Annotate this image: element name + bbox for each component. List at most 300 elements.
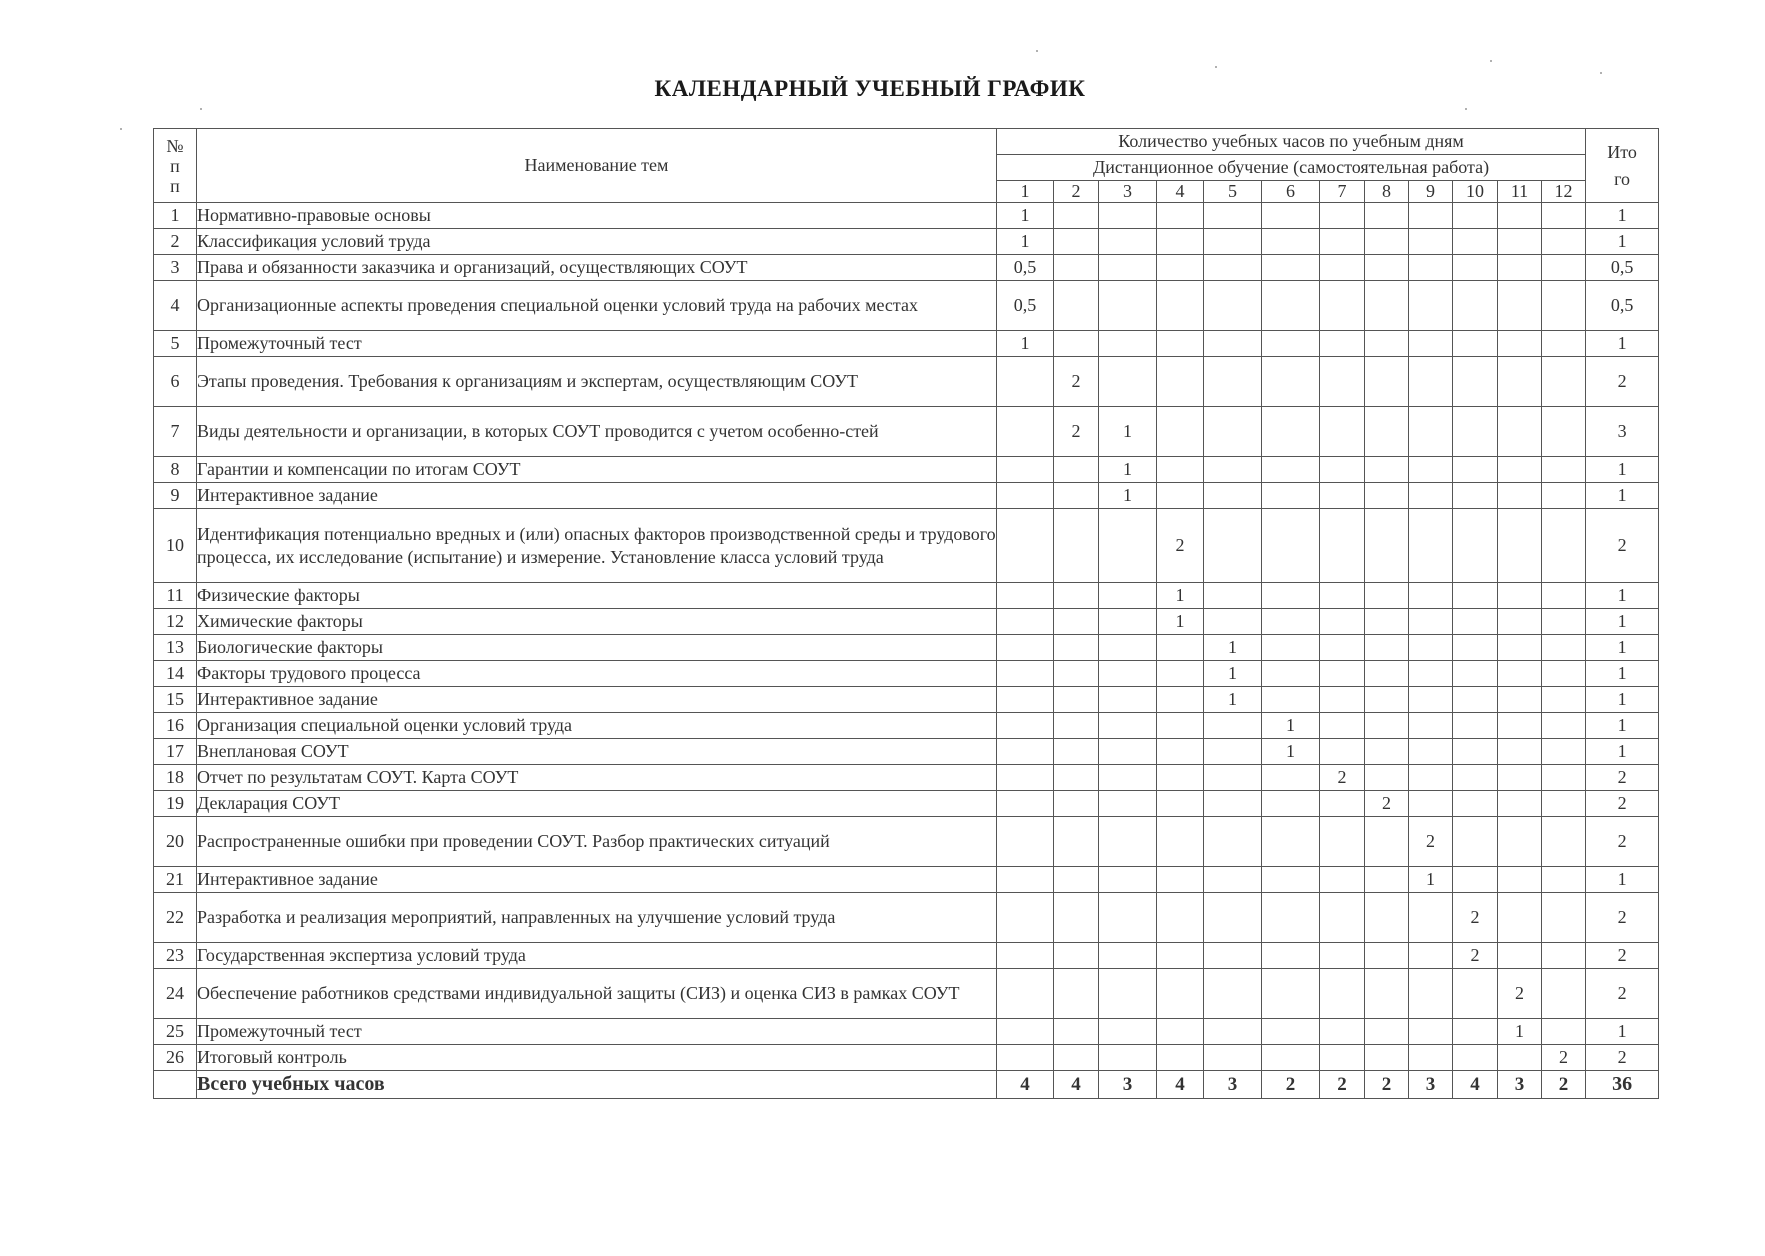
day-header-7: 7 xyxy=(1320,181,1365,203)
hours-cell-day-11 xyxy=(1498,407,1542,457)
hours-cell-day-3 xyxy=(1099,509,1157,583)
topic-name: Гарантии и компенсации по итогам СОУТ xyxy=(197,457,997,483)
hours-cell-day-1 xyxy=(997,969,1054,1019)
row-total: 0,5 xyxy=(1586,281,1659,331)
row-number: 8 xyxy=(154,457,197,483)
topic-name: Распространенные ошибки при проведении СОУТ. Разбор практических ситуаций xyxy=(197,817,997,867)
topic-name: Виды деятельности и организации, в которых СОУТ проводится с учетом особенно-стей xyxy=(197,407,997,457)
row-total: 2 xyxy=(1586,509,1659,583)
hours-cell-day-5 xyxy=(1204,609,1262,635)
hours-cell-day-3 xyxy=(1099,357,1157,407)
hours-cell-day-1 xyxy=(997,357,1054,407)
hours-cell-day-6 xyxy=(1262,687,1320,713)
row-total: 0,5 xyxy=(1586,255,1659,281)
table-row xyxy=(154,509,1659,583)
hours-cell-day-8 xyxy=(1365,583,1409,609)
hours-cell-day-6 xyxy=(1262,483,1320,509)
hours-cell-day-7 xyxy=(1320,229,1365,255)
table-row xyxy=(154,357,1659,407)
hours-cell-day-6 xyxy=(1262,867,1320,893)
hours-cell-day-4 xyxy=(1157,1019,1204,1045)
day-header-2: 2 xyxy=(1054,181,1099,203)
hours-cell-day-1: 1 xyxy=(997,203,1054,229)
hours-cell-day-9: 2 xyxy=(1409,817,1453,867)
row-number: 15 xyxy=(154,687,197,713)
hours-cell-day-7 xyxy=(1320,457,1365,483)
hours-cell-day-3 xyxy=(1099,583,1157,609)
hours-cell-day-8 xyxy=(1365,635,1409,661)
row-total: 1 xyxy=(1586,609,1659,635)
hours-cell-day-9 xyxy=(1409,483,1453,509)
hours-cell-day-9 xyxy=(1409,255,1453,281)
row-number: 11 xyxy=(154,583,197,609)
hours-cell-day-5 xyxy=(1204,281,1262,331)
row-number: 9 xyxy=(154,483,197,509)
hours-cell-day-7 xyxy=(1320,943,1365,969)
hours-cell-day-11 xyxy=(1498,457,1542,483)
hours-cell-day-12 xyxy=(1542,255,1586,281)
row-number: 6 xyxy=(154,357,197,407)
hours-cell-day-9 xyxy=(1409,281,1453,331)
row-total: 1 xyxy=(1586,739,1659,765)
total-column-header: Ито го xyxy=(1586,129,1659,203)
hours-cell-day-4 xyxy=(1157,765,1204,791)
hours-cell-day-8 xyxy=(1365,407,1409,457)
row-number: 2 xyxy=(154,229,197,255)
hours-cell-day-5 xyxy=(1204,1045,1262,1071)
hours-cell-day-5 xyxy=(1204,713,1262,739)
row-total: 1 xyxy=(1586,635,1659,661)
row-total: 1 xyxy=(1586,687,1659,713)
table-row xyxy=(154,1019,1659,1045)
topic-name: Промежуточный тест xyxy=(197,1019,997,1045)
hours-cell-day-11 xyxy=(1498,713,1542,739)
hours-cell-day-4 xyxy=(1157,635,1204,661)
hours-cell-day-1 xyxy=(997,509,1054,583)
hours-cell-day-7 xyxy=(1320,255,1365,281)
hours-cell-day-1: 0,5 xyxy=(997,255,1054,281)
hours-cell-day-6 xyxy=(1262,635,1320,661)
hours-cell-day-5 xyxy=(1204,893,1262,943)
summary-cell-day-6: 2 xyxy=(1262,1071,1320,1099)
hours-cell-day-3 xyxy=(1099,943,1157,969)
hours-cell-day-11 xyxy=(1498,1045,1542,1071)
hours-cell-day-11 xyxy=(1498,943,1542,969)
hours-cell-day-3 xyxy=(1099,687,1157,713)
table-row xyxy=(154,893,1659,943)
topic-name: Химические факторы xyxy=(197,609,997,635)
hours-cell-day-9 xyxy=(1409,713,1453,739)
summary-cell-day-4: 4 xyxy=(1157,1071,1204,1099)
hours-cell-day-1 xyxy=(997,635,1054,661)
hours-cell-day-12 xyxy=(1542,203,1586,229)
row-total: 2 xyxy=(1586,791,1659,817)
table-row xyxy=(154,661,1659,687)
table-row xyxy=(154,203,1659,229)
hours-cell-day-7 xyxy=(1320,635,1365,661)
hours-cell-day-1 xyxy=(997,609,1054,635)
table-row xyxy=(154,817,1659,867)
row-total: 2 xyxy=(1586,893,1659,943)
hours-cell-day-12 xyxy=(1542,357,1586,407)
row-number: 20 xyxy=(154,817,197,867)
day-header-9: 9 xyxy=(1409,181,1453,203)
hours-cell-day-3: 1 xyxy=(1099,457,1157,483)
hours-cell-day-6 xyxy=(1262,407,1320,457)
scan-speck xyxy=(1600,72,1602,74)
hours-cell-day-8 xyxy=(1365,357,1409,407)
hours-cell-day-1 xyxy=(997,765,1054,791)
hours-cell-day-4 xyxy=(1157,357,1204,407)
hours-cell-day-10 xyxy=(1453,867,1498,893)
day-header-10: 10 xyxy=(1453,181,1498,203)
hours-cell-day-5 xyxy=(1204,229,1262,255)
hours-cell-day-3 xyxy=(1099,609,1157,635)
hours-cell-day-12 xyxy=(1542,1019,1586,1045)
hours-cell-day-12 xyxy=(1542,713,1586,739)
hours-cell-day-10 xyxy=(1453,1045,1498,1071)
hours-cell-day-7 xyxy=(1320,791,1365,817)
hours-cell-day-10 xyxy=(1453,331,1498,357)
summary-cell-day-12: 2 xyxy=(1542,1071,1586,1099)
row-total: 1 xyxy=(1586,1019,1659,1045)
hours-cell-day-5 xyxy=(1204,765,1262,791)
hours-cell-day-12 xyxy=(1542,661,1586,687)
hours-cell-day-1 xyxy=(997,583,1054,609)
topic-name: Организационные аспекты проведения специальной оценки условий труда на рабочих местах xyxy=(197,281,997,331)
hours-cell-day-6 xyxy=(1262,969,1320,1019)
hours-cell-day-3 xyxy=(1099,791,1157,817)
hours-cell-day-8 xyxy=(1365,483,1409,509)
hours-cell-day-4 xyxy=(1157,407,1204,457)
hours-cell-day-10 xyxy=(1453,765,1498,791)
hours-cell-day-11 xyxy=(1498,687,1542,713)
table-row xyxy=(154,483,1659,509)
hours-cell-day-11 xyxy=(1498,255,1542,281)
row-number: 24 xyxy=(154,969,197,1019)
hours-cell-day-4 xyxy=(1157,281,1204,331)
hours-cell-day-9 xyxy=(1409,1019,1453,1045)
table-row xyxy=(154,867,1659,893)
hours-cell-day-9 xyxy=(1409,457,1453,483)
hours-cell-day-3 xyxy=(1099,281,1157,331)
hours-cell-day-8 xyxy=(1365,893,1409,943)
hours-cell-day-10: 2 xyxy=(1453,893,1498,943)
topic-name: Нормативно-правовые основы xyxy=(197,203,997,229)
hours-cell-day-12 xyxy=(1542,635,1586,661)
hours-cell-day-2 xyxy=(1054,867,1099,893)
hours-by-day-header: Количество учебных часов по учебным дням xyxy=(997,129,1586,155)
hours-cell-day-11 xyxy=(1498,739,1542,765)
hours-cell-day-11 xyxy=(1498,583,1542,609)
hours-cell-day-1 xyxy=(997,943,1054,969)
hours-cell-day-2 xyxy=(1054,255,1099,281)
hours-cell-day-5 xyxy=(1204,583,1262,609)
hours-cell-day-11 xyxy=(1498,281,1542,331)
hours-cell-day-6 xyxy=(1262,331,1320,357)
hours-cell-day-1 xyxy=(997,687,1054,713)
hours-cell-day-9: 1 xyxy=(1409,867,1453,893)
hours-cell-day-6 xyxy=(1262,791,1320,817)
hours-cell-day-7 xyxy=(1320,867,1365,893)
summary-label: Всего учебных часов xyxy=(197,1071,997,1099)
hours-cell-day-4: 1 xyxy=(1157,583,1204,609)
hours-cell-day-4 xyxy=(1157,1045,1204,1071)
hours-cell-day-7 xyxy=(1320,331,1365,357)
hours-cell-day-6 xyxy=(1262,255,1320,281)
hours-cell-day-9 xyxy=(1409,407,1453,457)
row-total: 1 xyxy=(1586,713,1659,739)
hours-cell-day-3 xyxy=(1099,1045,1157,1071)
row-total: 1 xyxy=(1586,229,1659,255)
topic-name: Этапы проведения. Требования к организациям и экспертам, осуществляющим СОУТ xyxy=(197,357,997,407)
hours-cell-day-4 xyxy=(1157,483,1204,509)
hours-cell-day-3: 1 xyxy=(1099,483,1157,509)
hours-cell-day-6 xyxy=(1262,457,1320,483)
hours-cell-day-9 xyxy=(1409,687,1453,713)
row-total: 2 xyxy=(1586,817,1659,867)
topic-name: Факторы трудового процесса xyxy=(197,661,997,687)
topic-name: Интерактивное задание xyxy=(197,687,997,713)
hours-cell-day-6 xyxy=(1262,893,1320,943)
scan-speck xyxy=(120,128,122,130)
hours-cell-day-8 xyxy=(1365,281,1409,331)
hours-cell-day-8 xyxy=(1365,229,1409,255)
hours-cell-day-6 xyxy=(1262,1045,1320,1071)
hours-cell-day-3 xyxy=(1099,1019,1157,1045)
hours-cell-day-11 xyxy=(1498,331,1542,357)
hours-cell-day-12 xyxy=(1542,457,1586,483)
hours-cell-day-1 xyxy=(997,661,1054,687)
hours-cell-day-6 xyxy=(1262,1019,1320,1045)
hours-cell-day-4: 1 xyxy=(1157,609,1204,635)
hours-cell-day-1 xyxy=(997,791,1054,817)
hours-cell-day-10 xyxy=(1453,817,1498,867)
hours-cell-day-2 xyxy=(1054,1045,1099,1071)
hours-cell-day-9 xyxy=(1409,661,1453,687)
hours-cell-day-1 xyxy=(997,1019,1054,1045)
row-total: 3 xyxy=(1586,407,1659,457)
hours-cell-day-8 xyxy=(1365,739,1409,765)
hours-cell-day-7 xyxy=(1320,817,1365,867)
topic-name: Отчет по результатам СОУТ. Карта СОУТ xyxy=(197,765,997,791)
hours-cell-day-4 xyxy=(1157,893,1204,943)
hours-cell-day-12 xyxy=(1542,609,1586,635)
hours-cell-day-8 xyxy=(1365,943,1409,969)
row-number: 10 xyxy=(154,509,197,583)
hours-cell-day-2 xyxy=(1054,457,1099,483)
hours-cell-day-4 xyxy=(1157,229,1204,255)
hours-cell-day-5: 1 xyxy=(1204,687,1262,713)
hours-cell-day-7 xyxy=(1320,661,1365,687)
row-total: 1 xyxy=(1586,867,1659,893)
table-row xyxy=(154,583,1659,609)
row-total: 2 xyxy=(1586,765,1659,791)
hours-cell-day-6 xyxy=(1262,609,1320,635)
row-total: 1 xyxy=(1586,457,1659,483)
hours-cell-day-2 xyxy=(1054,583,1099,609)
hours-cell-day-6 xyxy=(1262,509,1320,583)
summary-cell-day-5: 3 xyxy=(1204,1071,1262,1099)
scan-speck xyxy=(1215,66,1217,68)
hours-cell-day-2 xyxy=(1054,661,1099,687)
hours-cell-day-4 xyxy=(1157,457,1204,483)
scan-speck xyxy=(1465,108,1467,110)
topic-name: Биологические факторы xyxy=(197,635,997,661)
hours-cell-day-2: 2 xyxy=(1054,357,1099,407)
topic-name: Разработка и реализация мероприятий, направленных на улучшение условий труда xyxy=(197,893,997,943)
hours-cell-day-7 xyxy=(1320,583,1365,609)
table-row xyxy=(154,687,1659,713)
hours-cell-day-6 xyxy=(1262,229,1320,255)
topic-name: Итоговый контроль xyxy=(197,1045,997,1071)
hours-cell-day-2 xyxy=(1054,1019,1099,1045)
hours-cell-day-2 xyxy=(1054,331,1099,357)
hours-cell-day-11 xyxy=(1498,203,1542,229)
hours-cell-day-6 xyxy=(1262,765,1320,791)
hours-cell-day-7 xyxy=(1320,609,1365,635)
hours-cell-day-10 xyxy=(1453,509,1498,583)
hours-cell-day-12 xyxy=(1542,943,1586,969)
hours-cell-day-10 xyxy=(1453,583,1498,609)
table-row xyxy=(154,739,1659,765)
hours-cell-day-10 xyxy=(1453,407,1498,457)
hours-cell-day-11 xyxy=(1498,893,1542,943)
hours-cell-day-9 xyxy=(1409,1045,1453,1071)
row-total: 2 xyxy=(1586,969,1659,1019)
hours-cell-day-11 xyxy=(1498,635,1542,661)
topic-name: Государственная экспертиза условий труда xyxy=(197,943,997,969)
row-number: 21 xyxy=(154,867,197,893)
hours-cell-day-6 xyxy=(1262,281,1320,331)
table-row xyxy=(154,229,1659,255)
hours-cell-day-3 xyxy=(1099,765,1157,791)
hours-cell-day-11 xyxy=(1498,509,1542,583)
hours-cell-day-12 xyxy=(1542,969,1586,1019)
hours-cell-day-3 xyxy=(1099,661,1157,687)
hours-cell-day-9 xyxy=(1409,609,1453,635)
row-number: 16 xyxy=(154,713,197,739)
table-row xyxy=(154,969,1659,1019)
hours-cell-day-10 xyxy=(1453,791,1498,817)
hours-cell-day-8 xyxy=(1365,765,1409,791)
hours-cell-day-9 xyxy=(1409,203,1453,229)
hours-cell-day-10 xyxy=(1453,229,1498,255)
hours-cell-day-10 xyxy=(1453,281,1498,331)
hours-cell-day-12: 2 xyxy=(1542,1045,1586,1071)
hours-cell-day-2 xyxy=(1054,969,1099,1019)
hours-cell-day-6 xyxy=(1262,817,1320,867)
hours-cell-day-9 xyxy=(1409,583,1453,609)
hours-cell-day-11 xyxy=(1498,765,1542,791)
summary-total: 36 xyxy=(1586,1071,1659,1099)
hours-cell-day-4: 2 xyxy=(1157,509,1204,583)
topic-name: Декларация СОУТ xyxy=(197,791,997,817)
hours-cell-day-11 xyxy=(1498,661,1542,687)
table-row xyxy=(154,281,1659,331)
row-total: 1 xyxy=(1586,331,1659,357)
hours-cell-day-10: 2 xyxy=(1453,943,1498,969)
hours-cell-day-9 xyxy=(1409,765,1453,791)
hours-cell-day-11: 1 xyxy=(1498,1019,1542,1045)
hours-cell-day-1 xyxy=(997,483,1054,509)
hours-cell-day-10 xyxy=(1453,739,1498,765)
summary-number-cell xyxy=(154,1071,197,1099)
topic-column-header: Наименование тем xyxy=(197,129,997,203)
hours-cell-day-5 xyxy=(1204,483,1262,509)
hours-cell-day-5: 1 xyxy=(1204,661,1262,687)
hours-cell-day-2 xyxy=(1054,893,1099,943)
hours-cell-day-6 xyxy=(1262,203,1320,229)
hours-cell-day-10 xyxy=(1453,357,1498,407)
topic-name: Обеспечение работников средствами индивидуальной защиты (СИЗ) и оценка СИЗ в рамках СОУТ xyxy=(197,969,997,1019)
scan-speck xyxy=(1490,60,1492,62)
hours-cell-day-7 xyxy=(1320,893,1365,943)
day-header-4: 4 xyxy=(1157,181,1204,203)
hours-cell-day-8 xyxy=(1365,609,1409,635)
hours-cell-day-8 xyxy=(1365,331,1409,357)
hours-cell-day-11 xyxy=(1498,357,1542,407)
hours-cell-day-4 xyxy=(1157,739,1204,765)
hours-cell-day-9 xyxy=(1409,331,1453,357)
hours-cell-day-10 xyxy=(1453,203,1498,229)
row-number: 19 xyxy=(154,791,197,817)
hours-cell-day-1 xyxy=(997,817,1054,867)
hours-cell-day-5 xyxy=(1204,739,1262,765)
row-number: 25 xyxy=(154,1019,197,1045)
hours-cell-day-3 xyxy=(1099,739,1157,765)
hours-cell-day-4 xyxy=(1157,867,1204,893)
hours-cell-day-7 xyxy=(1320,739,1365,765)
hours-cell-day-12 xyxy=(1542,893,1586,943)
hours-cell-day-7: 2 xyxy=(1320,765,1365,791)
hours-cell-day-9 xyxy=(1409,791,1453,817)
hours-cell-day-12 xyxy=(1542,765,1586,791)
hours-cell-day-5 xyxy=(1204,791,1262,817)
hours-cell-day-8 xyxy=(1365,713,1409,739)
hours-cell-day-5 xyxy=(1204,331,1262,357)
page-title: КАЛЕНДАРНЫЙ УЧЕБНЫЙ ГРАФИК xyxy=(654,76,1086,101)
hours-cell-day-10 xyxy=(1453,255,1498,281)
hours-cell-day-8 xyxy=(1365,867,1409,893)
hours-cell-day-8 xyxy=(1365,687,1409,713)
row-number: 1 xyxy=(154,203,197,229)
hours-cell-day-1 xyxy=(997,893,1054,943)
hours-cell-day-8 xyxy=(1365,203,1409,229)
hours-cell-day-12 xyxy=(1542,407,1586,457)
hours-cell-day-3 xyxy=(1099,817,1157,867)
hours-cell-day-9 xyxy=(1409,943,1453,969)
row-number: 5 xyxy=(154,331,197,357)
topic-name: Классификация условий труда xyxy=(197,229,997,255)
day-header-1: 1 xyxy=(997,181,1054,203)
scan-speck xyxy=(200,108,202,110)
hours-cell-day-11: 2 xyxy=(1498,969,1542,1019)
hours-cell-day-8 xyxy=(1365,255,1409,281)
hours-cell-day-11 xyxy=(1498,867,1542,893)
hours-cell-day-3 xyxy=(1099,255,1157,281)
hours-cell-day-12 xyxy=(1542,687,1586,713)
topic-name: Внеплановая СОУТ xyxy=(197,739,997,765)
hours-cell-day-8 xyxy=(1365,1019,1409,1045)
hours-cell-day-10 xyxy=(1453,969,1498,1019)
hours-cell-day-12 xyxy=(1542,739,1586,765)
topic-name: Интерактивное задание xyxy=(197,483,997,509)
hours-cell-day-3 xyxy=(1099,893,1157,943)
hours-cell-day-10 xyxy=(1453,1019,1498,1045)
hours-cell-day-5 xyxy=(1204,509,1262,583)
hours-cell-day-12 xyxy=(1542,281,1586,331)
